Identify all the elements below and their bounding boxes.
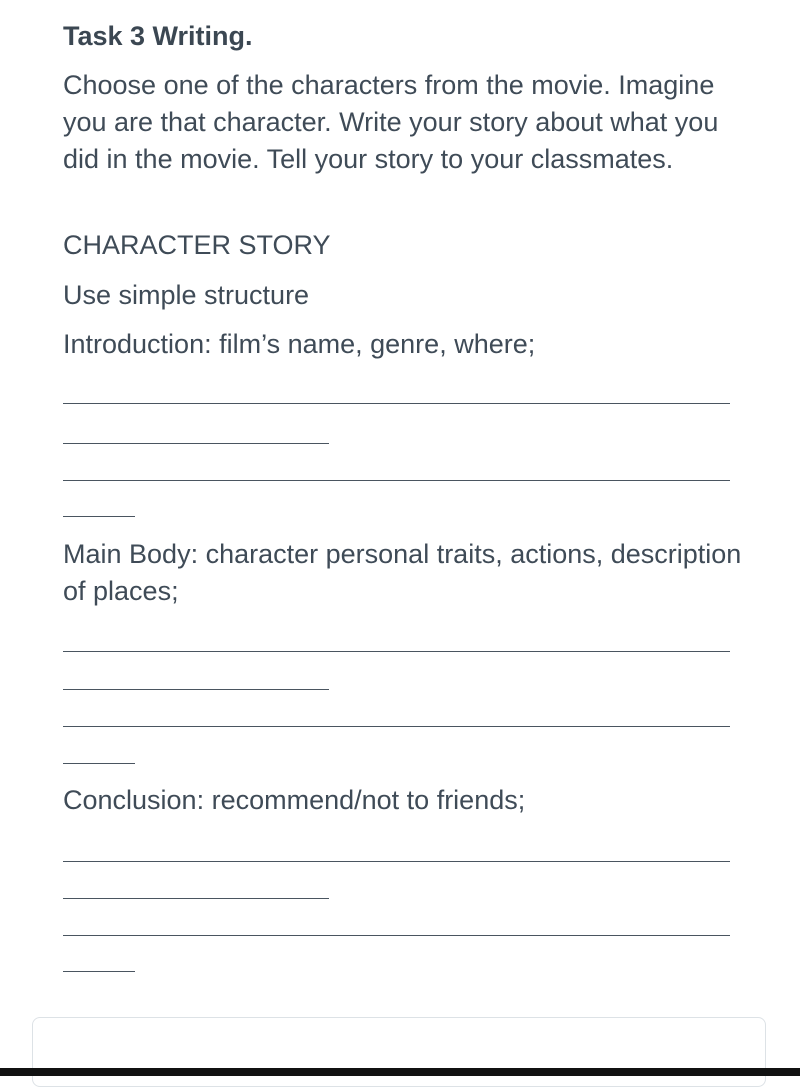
section-heading: CHARACTER STORY <box>63 230 331 260</box>
answer-input-box[interactable] <box>32 1017 766 1087</box>
answer-line <box>63 516 135 517</box>
answer-line <box>63 689 329 690</box>
answer-line <box>63 935 730 936</box>
answer-line <box>63 403 730 404</box>
answer-line <box>63 651 730 652</box>
task-prompt: Choose one of the characters from the movie. Imagine you are that character. Write your story about what you did in the movie. Tell your story to your classmates. <box>63 70 719 174</box>
task-title: Task 3 Writing. <box>63 21 253 51</box>
answer-line <box>63 480 730 481</box>
answer-line <box>63 971 135 972</box>
answer-line <box>63 443 329 444</box>
answer-line <box>63 726 730 727</box>
answer-line <box>63 861 730 862</box>
introduction-label: Introduction: film’s name, genre, where; <box>63 329 536 359</box>
conclusion-label: Conclusion: recommend/not to friends; <box>63 785 526 815</box>
main-body-label: Main Body: character personal traits, actions, description of places; <box>63 539 742 606</box>
answer-line <box>63 763 135 764</box>
structure-instruction: Use simple structure <box>63 280 310 310</box>
bottom-bar <box>0 1068 800 1076</box>
answer-line <box>63 898 329 899</box>
